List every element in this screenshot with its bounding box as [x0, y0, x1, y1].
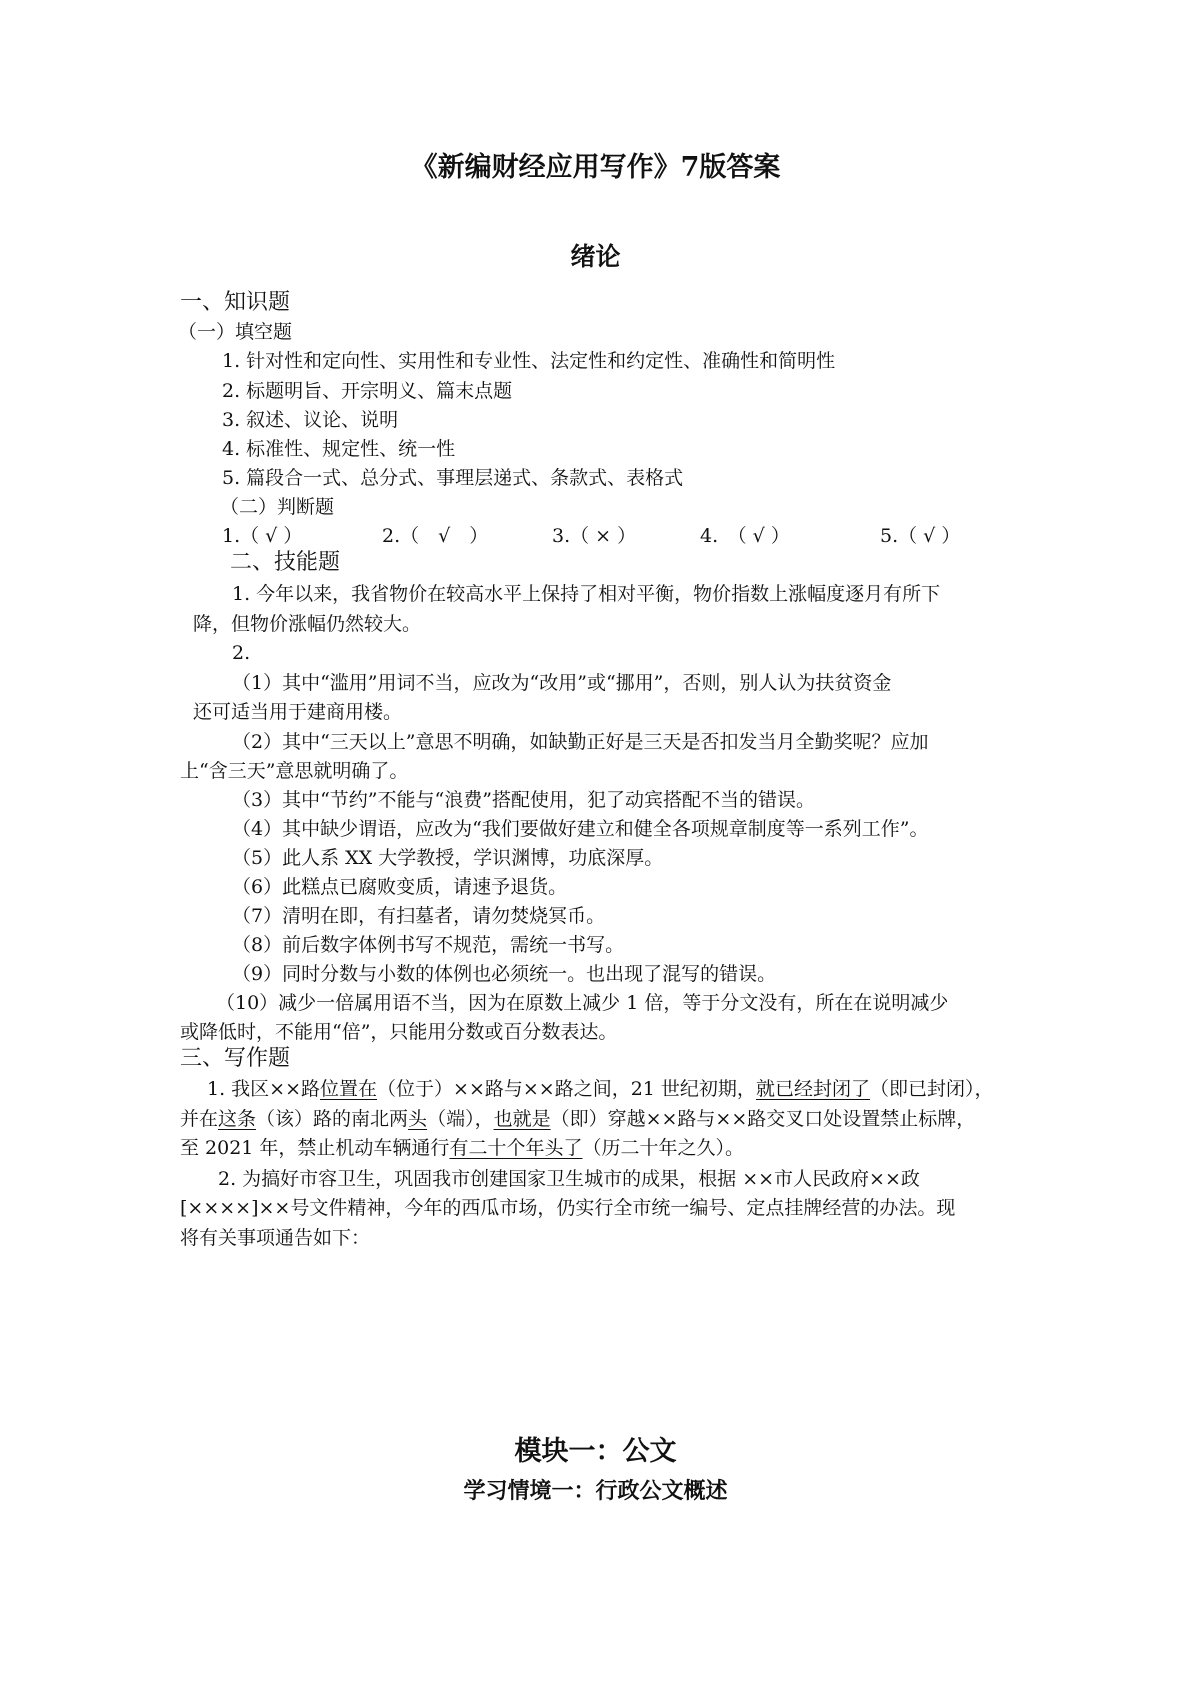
text-run: （位于）××路与××路之间，21 世纪初期， — [377, 1078, 756, 1100]
text-run: 并在 — [180, 1108, 219, 1130]
judge-item-4: 4. （ √ ） — [700, 525, 790, 547]
text-run: （该）路的南北两 — [256, 1108, 409, 1130]
judge-item-1: 1.（ √ ） — [222, 525, 303, 547]
writing-2-line-1: 2. 为搞好市容卫生，巩固我市创建国家卫生城市的成果，根据 ××市人民政府××政 — [218, 1168, 920, 1190]
text-run: （历二十年之久）。 — [582, 1137, 744, 1159]
skill-1-line-1: 1. 今年以来，我省物价在较高水平上保持了相对平衡，物价指数上涨幅度逐月有所下 — [232, 583, 941, 605]
underlined-phrase: 头 — [408, 1108, 428, 1130]
module-subtitle: 学习情境一：行政公文概述 — [463, 1478, 728, 1504]
underlined-phrase: 就已经封闭了 — [755, 1078, 870, 1100]
writing-2-line-3: 将有关事项通告如下： — [180, 1227, 371, 1249]
section-skill: 二、技能题 — [230, 550, 341, 575]
intro-heading: 绪论 — [570, 242, 621, 271]
judge-item-3: 3.（ × ） — [552, 525, 637, 547]
underlined-phrase: 有二十个年头了 — [449, 1137, 583, 1159]
correction-2-line-1: （2）其中“三天以上”意思不明确，如缺勤正好是三天是否扣发当月全勤奖呢？应加 — [232, 731, 929, 753]
skill-1-line-2: 降，但物价涨幅仍然较大。 — [193, 613, 422, 635]
judge-heading: （二）判断题 — [220, 496, 335, 518]
section-writing: 三、写作题 — [180, 1046, 291, 1071]
fill-item-5: 5. 篇段合一式、总分式、事理层递式、条款式、表格式 — [222, 467, 684, 489]
correction-10-line-2: 或降低时，不能用“倍”，只能用分数或百分数表达。 — [180, 1021, 618, 1043]
correction-5: （5）此人系 XX 大学教授，学识渊博，功底深厚。 — [232, 847, 664, 869]
writing-1-line-3 — [180, 1134, 744, 1162]
fill-item-1: 1. 针对性和定向性、实用性和专业性、法定性和约定性、准确性和简明性 — [222, 350, 836, 372]
module-title: 模块一：公文 — [514, 1436, 677, 1467]
writing-1-line-2 — [180, 1105, 975, 1133]
text-run: （即）穿越××路与××路交叉口处设置禁止标牌， — [550, 1108, 976, 1130]
correction-2-line-2: 上“含三天”意思就明确了。 — [180, 760, 409, 782]
writing-2-line-2: [××××]××号文件精神，今年的西瓜市场，仍实行全市统一编号、定点挂牌经营的办法。现 — [180, 1197, 956, 1219]
fill-item-4: 4. 标准性、规定性、统一性 — [222, 438, 456, 460]
underlined-phrase: 这条 — [218, 1108, 257, 1130]
correction-7: （7）清明在即，有扫墓者，请勿焚烧冥币。 — [232, 905, 606, 927]
fill-item-2: 2. 标题明旨、开宗明义、篇末点题 — [222, 380, 513, 402]
text-run: 至 2021 年，禁止机动车辆通行 — [180, 1137, 450, 1159]
text-run: 1. 我区××路 — [207, 1078, 321, 1100]
correction-4: （4）其中缺少谓语，应改为“我们要做好建立和健全各项规章制度等一系列工作”。 — [232, 818, 929, 840]
underlined-phrase: 也就是 — [493, 1108, 551, 1130]
fill-heading: （一）填空题 — [178, 321, 293, 343]
correction-3: （3）其中“节约”不能与“浪费”搭配使用，犯了动宾搭配不当的错误。 — [232, 789, 815, 811]
section-knowledge: 一、知识题 — [180, 290, 291, 315]
judge-item-2: 2.（ √ ） — [382, 525, 489, 547]
judge-item-5: 5.（ √ ） — [880, 525, 961, 547]
skill-2-number: 2. — [232, 642, 251, 664]
correction-1-line-1: （1）其中“滥用”用词不当，应改为“改用”或“挪用”，否则，别人认为扶贫资金 — [232, 672, 892, 694]
underlined-phrase: 位置在 — [320, 1078, 378, 1100]
writing-1-line-1 — [207, 1075, 993, 1103]
correction-9: （9）同时分数与小数的体例也必须统一。也出现了混写的错误。 — [232, 963, 777, 985]
text-run: （即已封闭）， — [869, 1078, 994, 1100]
correction-6: （6）此糕点已腐败变质，请速予退货。 — [232, 876, 568, 898]
text-run: （端）， — [427, 1108, 494, 1130]
document-title: 《新编财经应用写作》7版答案 — [410, 152, 781, 183]
correction-1-line-2: 还可适当用于建商用楼。 — [193, 701, 403, 723]
correction-8: （8）前后数字体例书写不规范，需统一书写。 — [232, 934, 625, 956]
fill-item-3: 3. 叙述、议论、说明 — [222, 409, 399, 431]
correction-10-line-1: （10）减少一倍属用语不当，因为在原数上减少 1 倍，等于分文没有，所在在说明减少 — [216, 992, 949, 1014]
